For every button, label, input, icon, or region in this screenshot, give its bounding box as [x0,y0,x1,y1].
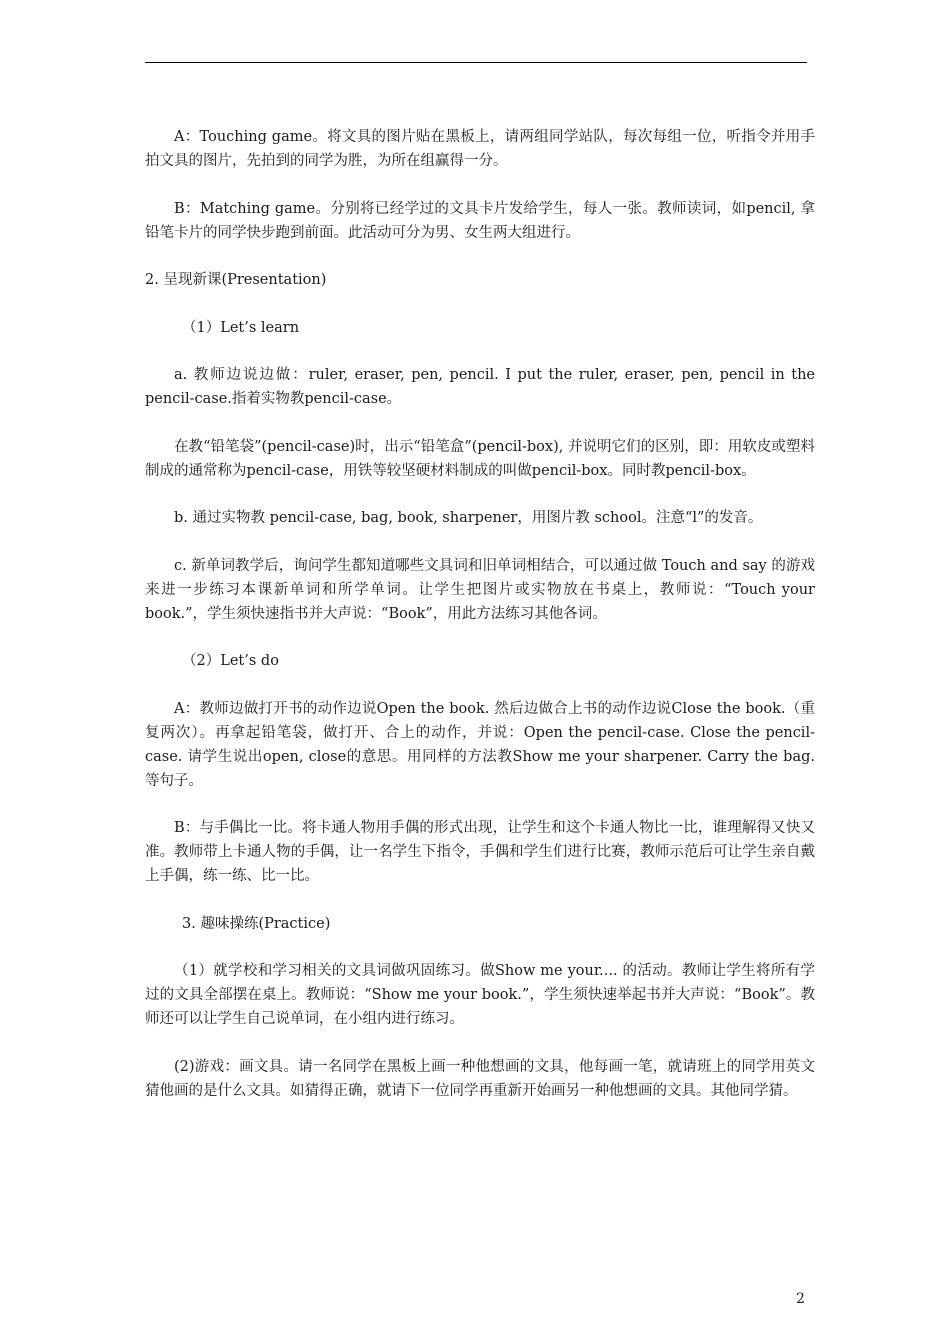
document-body [145,125,815,1126]
paragraph-show-me: （1）就学校和学习相关的文具词做巩固练习。做Show me your.... 的活动。教师让学生将所有学过的文具全部摆在桌上。教师说：“Show me your book.”，学生须快速举起书并大声说：“Book”。教师还可以让学生自己说单词，在小组内进行练习。 [145,963,815,1027]
section-heading-presentation: 2. 呈现新课(Presentation) [145,272,327,288]
paragraph-step-a: a. 教师边说边做：ruler, eraser, pen, pencil. I put the ruler, eraser, pen, pencil in the pencil-case.指着实物教pencil-case。 [145,367,815,407]
paragraph-drawing-game: (2)游戏：画文具。请一名同学在黑板上画一种他想画的文具，他每画一笔，就请班上的同学用英文猜他画的是什么文具。如猜得正确，就请下一位同学再重新开始画另一种他想画的文具。其他同学猜。 [145,1058,815,1099]
paragraph-touching-game: A：Touching game。将文具的图片贴在黑板上，请两组同学站队，每次每组一位，听指令并用手拍文具的图片，先拍到的同学为胜，为所在组赢得一分。 [145,129,815,169]
paragraph-step-c: c. 新单词教学后，询问学生都知道哪些文具词和旧单词相结合，可以通过做 Touch and say 的游戏来进一步练习本课新单词和所学单词。让学生把图片或实物放在书桌上，教师说：“Touch your book.”，学生须快速指书并大声说：“Book”，用此方法练习其他各词。 [145,557,815,622]
paragraph-hand-puppet: B：与手偶比一比。将卡通人物用手偶的形式出现，让学生和这个卡通人物比一比，谁理解得又快又准。教师带上卡通人物的手偶，让一名学生下指令，手偶和学生们进行比赛，教师示范后可让学生亲自戴上手偶，练一练、比一比。 [145,820,815,884]
paragraph-matching-game: B：Matching game。分别将已经学过的文具卡片发给学生，每人一张。教师读词，如pencil, 拿铅笔卡片的同学快步跑到前面。此活动可分为男、女生两大组进行。 [145,200,815,241]
subheading-lets-do: （2）Let’s do [182,653,279,669]
header-rule [145,62,807,63]
paragraph-step-b: b. 通过实物教 pencil-case, bag, book, sharpener，用图片教 school。注意“l”的发音。 [174,510,763,526]
page-number: 2 [796,1291,805,1307]
paragraph-open-close: A：教师边做打开书的动作边说Open the book. 然后边做合上书的动作边说Close the book.（重复两次）。再拿起铅笔袋，做打开、合上的动作，并说：Open the pencil-case. Close the pencil-case. 请学生说出open, close的意思。用同样的方法教Show me your sharpener. Carry the bag. 等句子。 [145,700,815,789]
subheading-lets-learn: （1）Let’s learn [182,319,300,336]
section-heading-practice: 3. 趣味操练(Practice) [182,915,331,932]
paragraph-pencil-box: 在教“铅笔袋”(pencil-case)时，出示“铅笔盒”(pencil-box), 并说明它们的区别，即：用软皮或塑料制成的通常称为pencil-case，用铁等较坚硬材料制成的叫做pencil-box。同时教pencil-box。 [145,438,815,479]
